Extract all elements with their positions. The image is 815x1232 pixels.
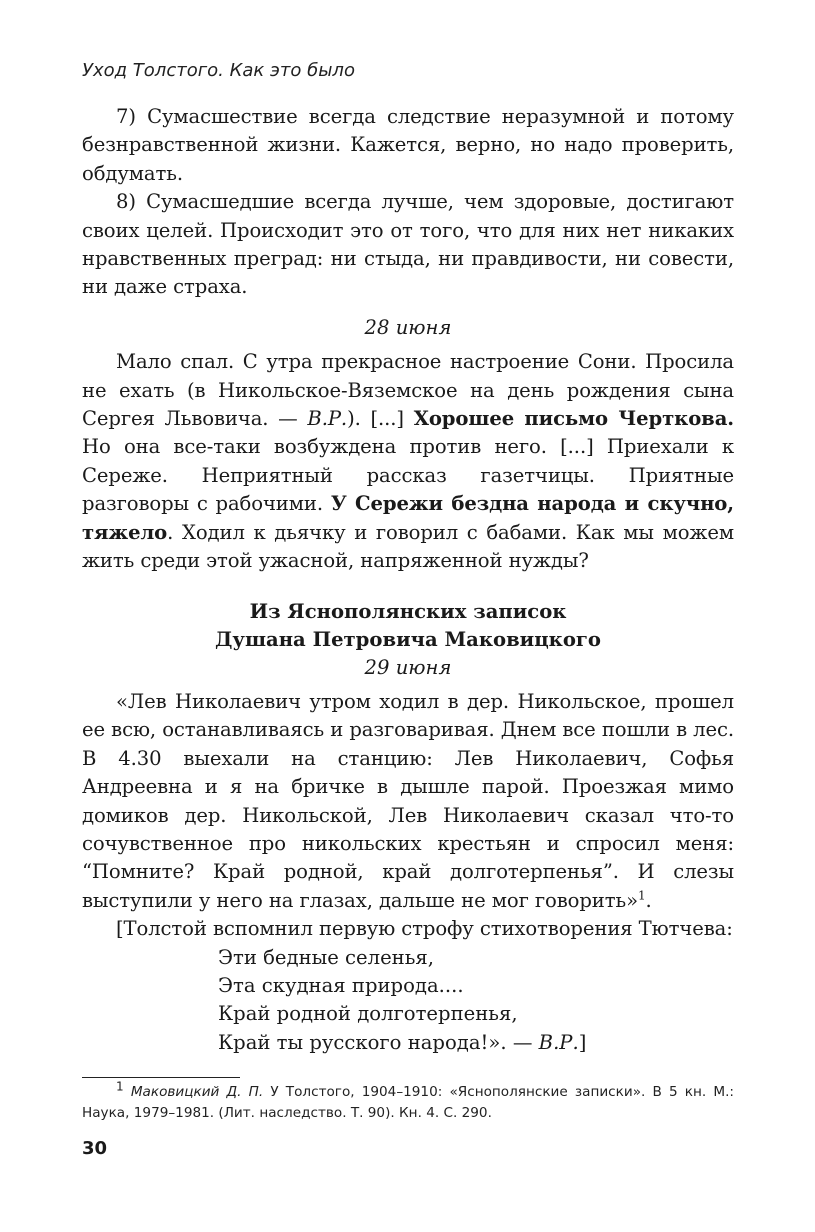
entry-text: . Ходил к дьячку и говорил с бабами. Как мы можем жить среди этой ужасной, напряженной нужды? — [82, 520, 734, 573]
poem-line: Эта скудная природа.... — [218, 973, 464, 997]
entry-text: Но она все-таки возбуждена против него. [...] Приехали к Сереже. Неприятный рассказ газетчицы. Приятные разговоры с рабочими. — [82, 435, 734, 516]
book-page — [82, 60, 734, 1159]
entry-text: Мало спал. С утра прекрасное настроение Сони. Просила не ехать (в Никольское-Вяземское на день рождения сына Сергея Львовича. — — [82, 350, 734, 431]
footnote-text: У Толстого, 1904–1910: «Яснополянские записки». В 5 кн. М.: Наука, 1979–1981. (Лит. наследство. Т. 90). Кн. 4. С. 290. — [82, 1084, 734, 1122]
entry-text: ). [...] — [347, 407, 414, 431]
footnote-author: Маковицкий Д. П. — [130, 1084, 264, 1101]
editor-note: [Толстой вспомнил первую строфу стихотворения Тютчева: — [116, 917, 733, 941]
editor-initials: В.Р. — [307, 407, 348, 431]
footnote-number: 1 — [116, 1079, 124, 1094]
poem-stanza — [218, 944, 734, 1058]
footnote — [82, 1079, 734, 1124]
footnote-ref: 1 — [637, 888, 646, 903]
closing-bracket: ] — [578, 1030, 587, 1054]
bold-phrase: У Сережи бездна народа и скучно, тяжело — [82, 492, 734, 544]
section-heading-line: Из Яснополянских записок — [249, 599, 567, 623]
diary-item-7: 7) Сумасшествие всегда следствие неразумной и потому безнравственной жизни. Кажется, верно, но надо проверить, обдумать. — [82, 105, 734, 185]
diary-date-june-29: 29 июня — [364, 655, 452, 679]
footnote-divider — [82, 1077, 240, 1078]
page-number: 30 — [82, 1138, 108, 1160]
section-heading — [82, 598, 734, 654]
poem-line: Край родной долготерпенья, — [218, 1002, 518, 1026]
section-heading-line: Душана Петровича Маковицкого — [215, 627, 601, 651]
diary-item-8: 8) Сумасшедшие всегда лучше, чем здоровые, достигают своих целей. Происходит это от того, что для них нет никаких нравственных преград: ни стыда, ни правдивости, ни совести, ни даже страха. — [82, 190, 734, 299]
quote-paragraph: «Лев Николаевич утром ходил в дер. Никольское, прошел ее всю, останавливаясь и разговаривая. Днем все пошли в лес. В 4.30 выехали на станцию: Лев Николаевич, Софья Андреевна и я на бричке в дышле парой. Проезжая мимо домиков дер. Никольской, Лев Николаевич сказал что-то сочувственное про никольских крестьян и спросил меня: “Помните? Край родной, край долготерпенья”. И слезы выступили у него на глазах, дальше не мог говорить»$^1$. — [82, 689, 734, 912]
diary-entry-june-28 — [82, 348, 734, 575]
poem-line-text: Край ты русского народа!». — — [218, 1030, 539, 1054]
running-head: Уход Толстого. Как это было — [82, 60, 355, 81]
poem-line — [218, 1029, 734, 1057]
bold-phrase: Хорошее письмо Черткова. — [413, 407, 735, 431]
quote-text: «Лев Николаевич утром ходил в дер. Никольское, прошел ее всю, останавливаясь и разговаривая. Днем все пошли в лес. В 4.30 выехали на станцию: Лев Николаевич, Софья Андреевна и я на бричке в дышле парой. Проезжая мимо домиков дер. Никольской, Лев Николаевич сказал что-то сочувственное про никольских крестьян и спросил меня: “Помните? Край родной, край долготерпенья”. И слезы выступили у него на глазах, дальше не мог говорить» — [82, 689, 734, 912]
diary-date-june-28: 28 июня — [364, 315, 452, 339]
poem-line: Эти бедные селенья, — [218, 945, 434, 969]
editor-initials: В.Р. — [538, 1030, 579, 1054]
